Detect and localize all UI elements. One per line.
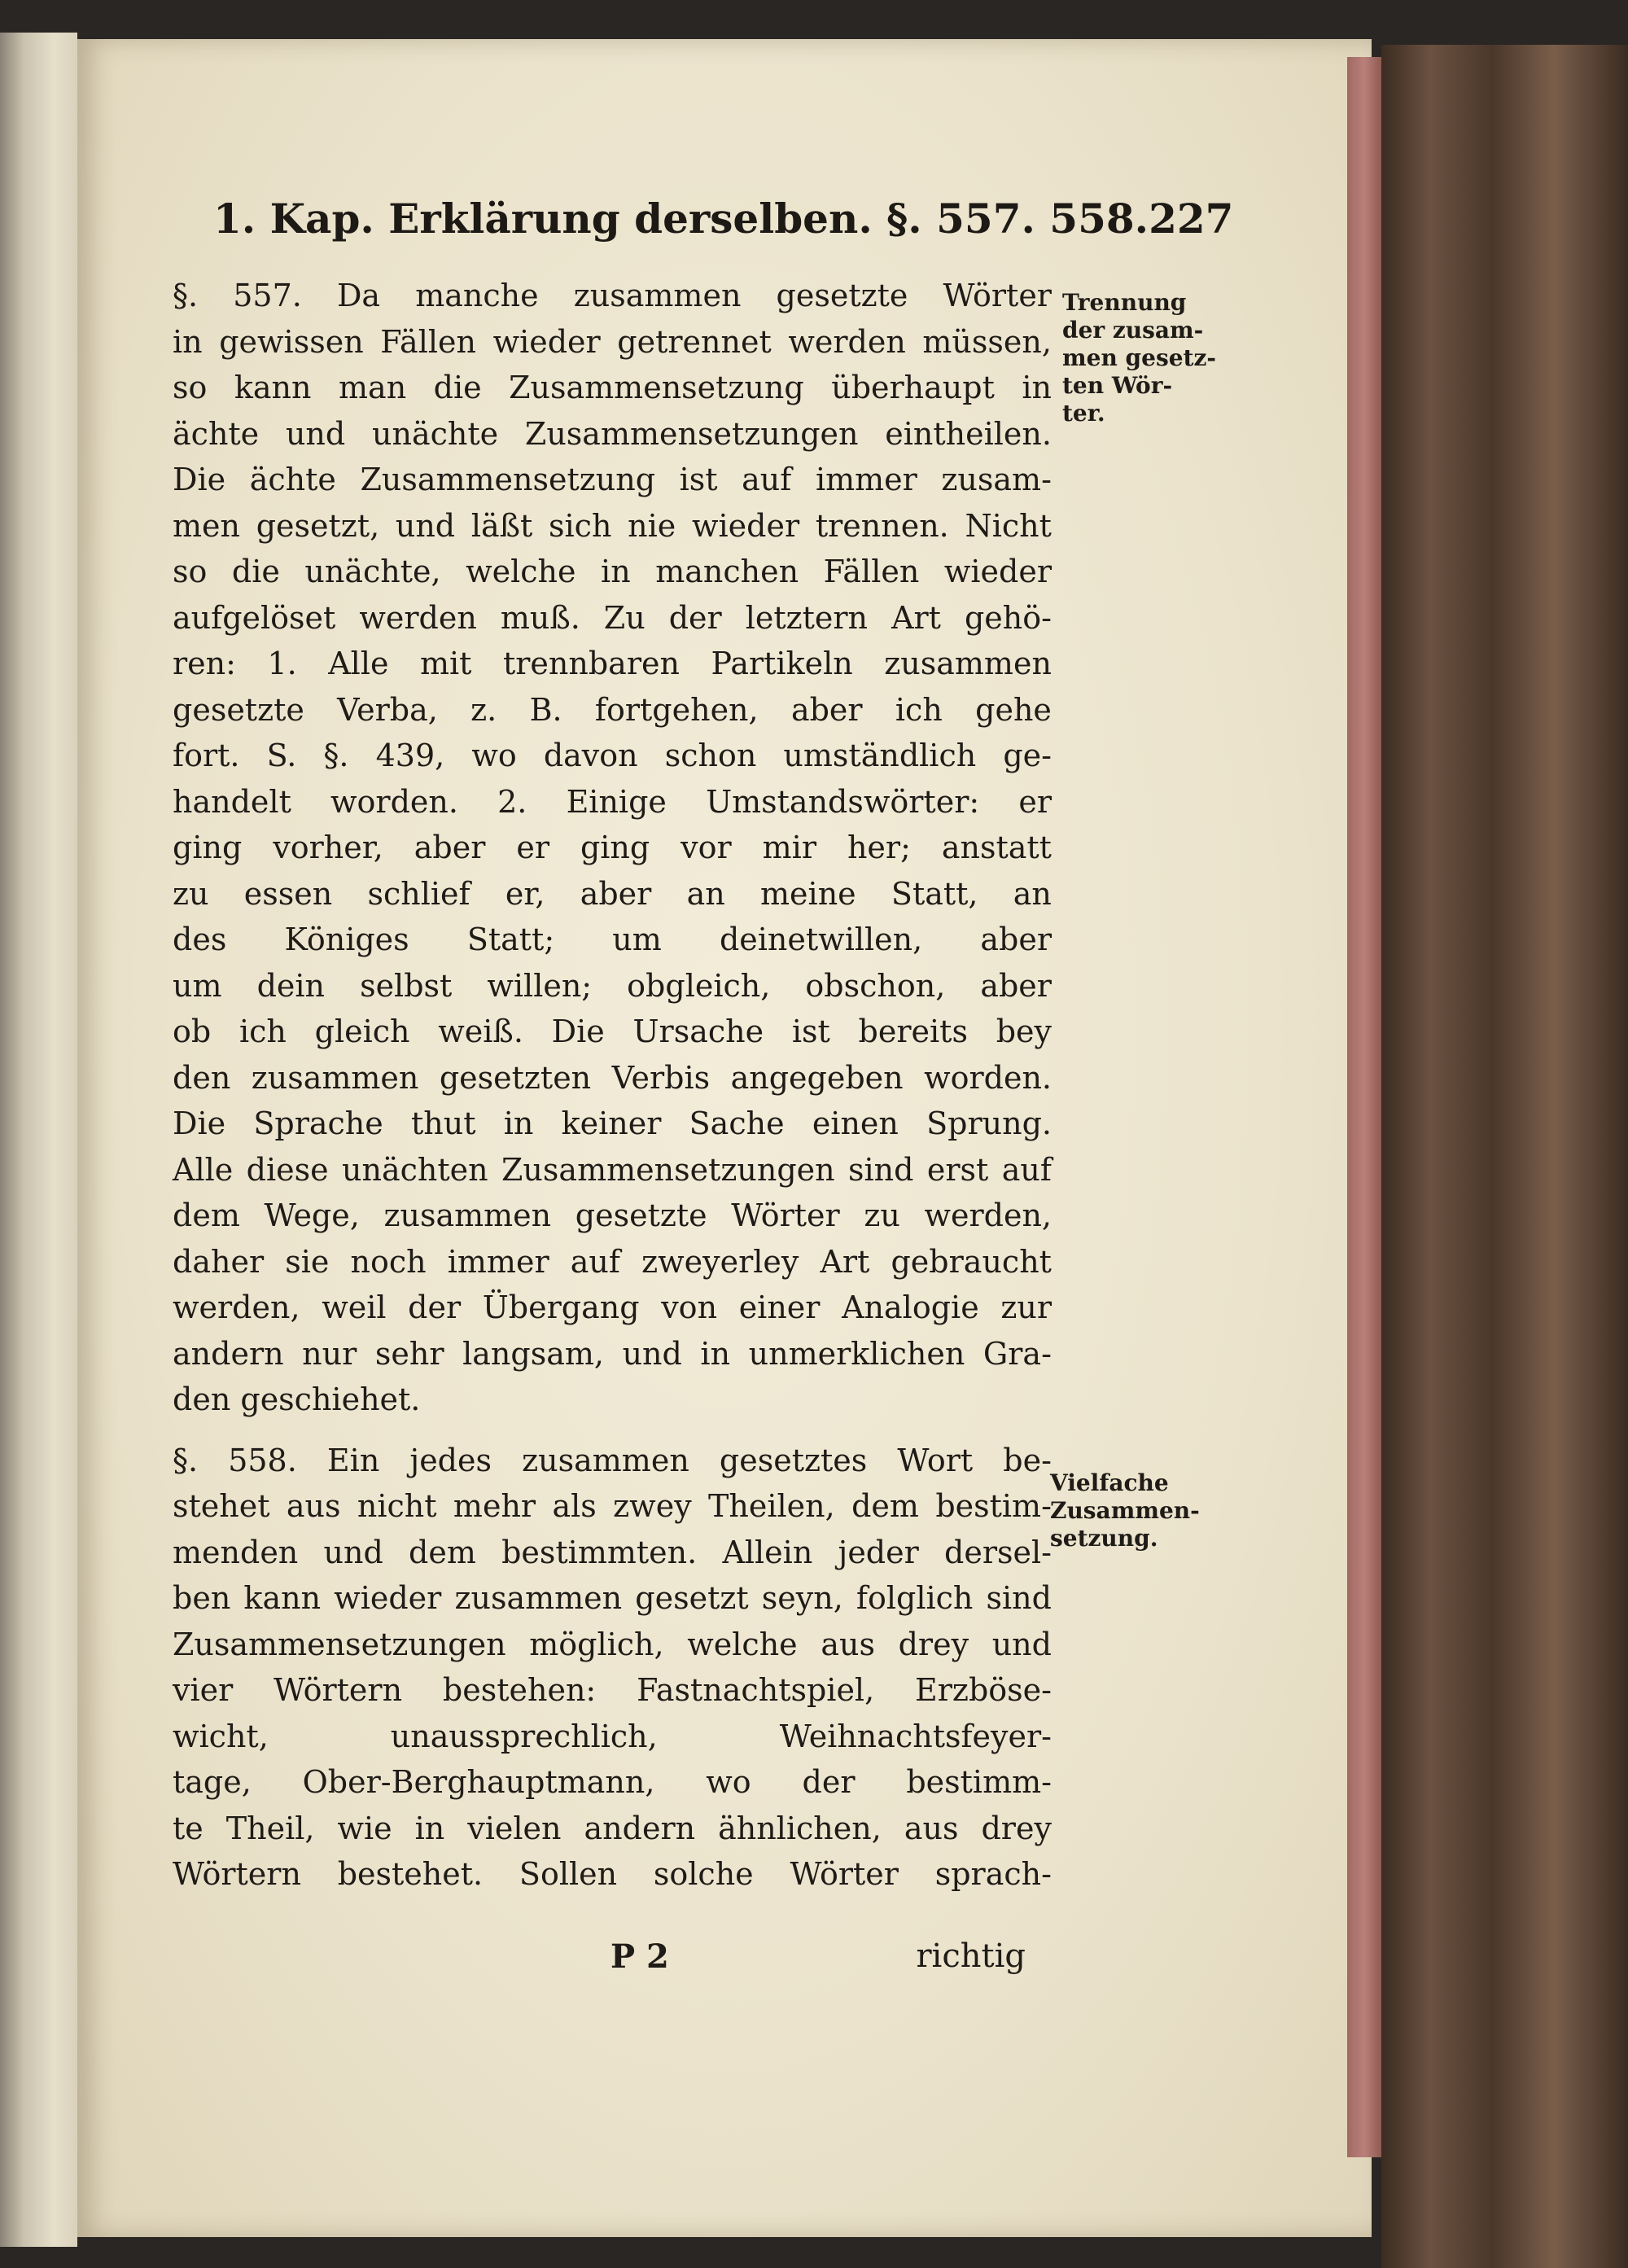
text-line: te Theil, wie in vielen andern ähnlichen, aus drey [173, 1810, 1052, 1846]
paragraph-gap [173, 1423, 1052, 1438]
running-header [213, 186, 1234, 251]
text-line: Die Sprache thut in keiner Sache einen Sprung. [173, 1106, 1052, 1141]
text-line: den geschiehet. [173, 1381, 421, 1417]
text-line: handelt worden. 2. Einige Umstandswörter: er [173, 783, 1052, 820]
section-558 [173, 1438, 1052, 1898]
text-line: werden, weil der Übergang von einer Analogie zur [173, 1289, 1052, 1325]
margin-note-line: setzung. [1050, 1525, 1158, 1552]
text-line: menden und dem bestimmten. Allein jeder dersel- [173, 1534, 1052, 1570]
margin-note-separation [1062, 289, 1216, 427]
text-line: des Königes Statt; um deinetwillen, aber [173, 922, 1052, 957]
margin-note-line: ter. [1062, 400, 1105, 427]
book-cover [1381, 45, 1628, 2268]
text-line: Wörtern bestehet. Sollen solche Wörter sprach- [173, 1856, 1052, 1892]
text-line: Die ächte Zusammensetzung ist auf immer zusam- [173, 462, 1052, 497]
margin-note-multiple [1050, 1469, 1200, 1552]
text-line: ben kann wieder zusammen gesetzt seyn, folglich sind [173, 1580, 1052, 1616]
text-line: ob ich gleich weiß. Die Ursache ist bereits bey [173, 1014, 1052, 1049]
text-line: den zusammen gesetzten Verbis angegeben worden. [173, 1059, 1052, 1096]
page-block-edge [1347, 57, 1381, 2157]
text-line: so kann man die Zusammensetzung überhaupt in [173, 370, 1052, 405]
text-line: men gesetzt, und läßt sich nie wieder trennen. Nicht [173, 507, 1052, 544]
text-line: vier Wörtern bestehen: Fastnachtspiel, Erzböse- [173, 1672, 1052, 1708]
text-line: gesetzte Verba, z. B. fortgehen, aber ich gehe [173, 691, 1052, 728]
text-line: andern nur sehr langsam, und in unmerklichen Gra- [173, 1335, 1052, 1372]
running-title: 1. Kap. Erklärung derselben. §. 557. 558. [213, 194, 1149, 243]
text-line: Zusammensetzungen möglich, welche aus drey und [173, 1626, 1052, 1662]
text-line: zu essen schlief er, aber an meine Statt, an [173, 875, 1052, 912]
text-line: ging vorher, aber er ging vor mir her; anstatt [173, 830, 1052, 865]
page-footer [570, 1937, 1026, 1986]
margin-note-line: men gesetz- [1062, 344, 1216, 371]
margin-note-line: Vielfache [1050, 1469, 1169, 1496]
text-line: wicht, unaussprechlich, Weihnachtsfeyer- [173, 1718, 1052, 1754]
text-line: aufgelöset werden muß. Zu der letztern Art gehö- [173, 599, 1052, 636]
signature-mark: P 2 [610, 1937, 669, 1976]
text-line: ächte und unächte Zusammensetzungen eintheilen. [173, 415, 1052, 452]
margin-note-line: Zusammen- [1050, 1497, 1200, 1524]
margin-note-line: der zusam- [1062, 317, 1204, 344]
margin-note-line: ten Wör- [1062, 372, 1173, 399]
catchword: richtig [916, 1937, 1026, 1975]
text-line: um dein selbst willen; obgleich, obschon, aber [173, 967, 1052, 1004]
text-line: dem Wege, zusammen gesetzte Wörter zu werden, [173, 1197, 1052, 1233]
body-text [173, 273, 1052, 1898]
facing-page-edge [0, 33, 77, 2247]
text-line: so die unächte, welche in manchen Fällen wieder [173, 554, 1052, 589]
text-line: in gewissen Fällen wieder getrennet werden müssen, [173, 323, 1052, 360]
text-line: tage, Ober-Berghauptmann, wo der bestimm- [173, 1764, 1052, 1800]
text-line: §. 558. Ein jedes zusammen gesetztes Wort be- [173, 1442, 1052, 1478]
section-557 [173, 273, 1052, 1423]
text-line: Alle diese unächten Zusammensetzungen sind erst auf [173, 1151, 1052, 1188]
margin-note-line: Trennung [1062, 289, 1187, 316]
text-line: daher sie noch immer auf zweyerley Art gebraucht [173, 1243, 1052, 1280]
text-line: ren: 1. Alle mit trennbaren Partikeln zusammen [173, 646, 1052, 681]
page-number: 227 [1149, 194, 1234, 243]
text-line: §. 557. Da manche zusammen gesetzte Wörter [173, 278, 1052, 313]
text-line: stehet aus nicht mehr als zwey Theilen, dem bestim- [173, 1488, 1052, 1524]
text-line: fort. S. §. 439, wo davon schon umständlich ge- [173, 738, 1052, 773]
